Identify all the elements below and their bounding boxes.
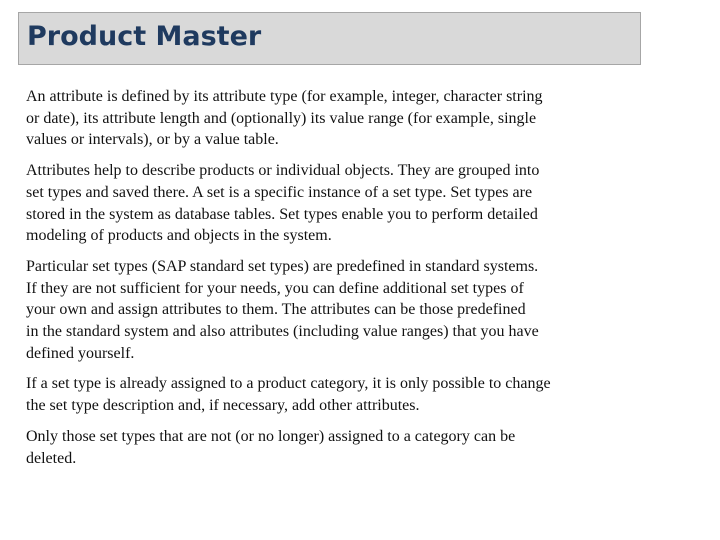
paragraph-attribute-definition <box>26 86 666 151</box>
paragraph-deletion <box>26 426 666 469</box>
text-line: deleted. <box>26 449 77 467</box>
paragraph-assigned-set-type <box>26 373 666 416</box>
text-line: Only those set types that are not (or no longer) assigned to a category can be <box>26 427 516 445</box>
text-line: Particular set types (SAP standard set types) are predefined in standard systems. <box>26 257 539 275</box>
text-line: your own and assign attributes to them. The attributes can be those predefined <box>26 301 526 319</box>
text-line: If they are not sufficient for your needs, you can define additional set types of <box>26 279 524 297</box>
text-line: defined yourself. <box>26 344 135 362</box>
page-title: Product Master <box>27 21 262 52</box>
text-line: An attribute is defined by its attribute type (for example, integer, character string <box>26 88 543 105</box>
text-line: the set type description and, if necessary, add other attributes. <box>26 397 420 415</box>
text-line: or date), its attribute length and (optionally) its value range (for example, single <box>26 109 537 127</box>
text-line: in the standard system and also attributes (including value ranges) that you have <box>26 323 539 341</box>
text-line: stored in the system as database tables. Set types enable you to perform detailed <box>26 205 538 223</box>
document-body <box>26 86 666 478</box>
text-line: values or intervals), or by a value table. <box>26 131 279 149</box>
text-line: Attributes help to describe products or individual objects. They are grouped into <box>26 162 540 180</box>
paragraph-standard-set-types <box>26 256 666 365</box>
title-bar <box>18 12 641 65</box>
text-line: set types and saved there. A set is a specific instance of a set type. Set types are <box>26 183 533 201</box>
text-line: If a set type is already assigned to a product category, it is only possible to change <box>26 375 551 393</box>
text-line: modeling of products and objects in the system. <box>26 227 332 245</box>
paragraph-set-types <box>26 160 666 247</box>
